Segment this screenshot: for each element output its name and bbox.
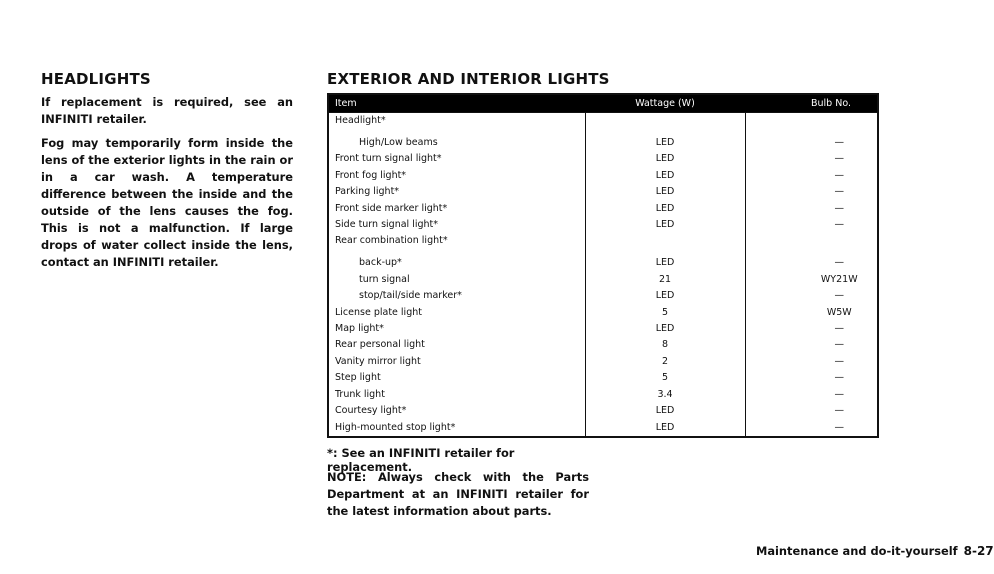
row-wattage xyxy=(585,233,745,255)
row-bulb: — xyxy=(834,405,844,417)
row-wattage: LED xyxy=(585,288,745,304)
row-wattage: LED xyxy=(585,217,745,233)
headlights-heading: HEADLIGHTS xyxy=(41,70,151,88)
row-item: License plate light xyxy=(328,305,585,321)
row-wattage: 8 xyxy=(585,337,745,353)
row-item: Step light xyxy=(328,370,585,386)
table-row xyxy=(328,305,878,321)
footer-section: Maintenance and do-it-yourself xyxy=(756,544,958,558)
row-bulb: — xyxy=(834,323,844,335)
row-wattage: 3.4 xyxy=(585,387,745,403)
row-wattage xyxy=(585,113,745,136)
header-bulb: Bulb No. xyxy=(745,94,878,113)
row-item: back-up* xyxy=(328,255,585,271)
table-header-row xyxy=(328,94,878,113)
headlights-paragraph-2: Fog may temporarily form inside the lens of the exterior lights in the rain or in a car wash. A temperature difference between the inside and the outside of the lens causes the fog. This is not a malfunction. If large drops of water collect inside the lens, contact an INFINITI retailer. xyxy=(41,136,293,269)
row-bulb: — xyxy=(834,169,844,181)
row-bulb: — xyxy=(834,388,844,400)
row-wattage: 5 xyxy=(585,305,745,321)
row-bulb: W5W xyxy=(826,306,852,318)
table-row xyxy=(328,354,878,370)
table-row xyxy=(328,151,878,167)
table-row xyxy=(328,217,878,233)
row-item: Headlight* xyxy=(328,113,585,136)
page-footer xyxy=(756,544,994,558)
row-bulb: — xyxy=(834,290,844,302)
page-number: 8-27 xyxy=(963,544,994,558)
row-bulb: — xyxy=(834,372,844,384)
header-item: Item xyxy=(328,94,585,113)
row-item: Map light* xyxy=(328,321,585,337)
table-row xyxy=(328,337,878,353)
table-row xyxy=(328,255,878,271)
row-bulb: — xyxy=(834,219,844,231)
row-bulb: — xyxy=(834,186,844,198)
row-item: stop/tail/side marker* xyxy=(328,288,585,304)
row-item: Side turn signal light* xyxy=(328,217,585,233)
table-row xyxy=(328,233,878,255)
row-bulb: — xyxy=(834,257,844,269)
row-item: Rear personal light xyxy=(328,337,585,353)
row-wattage: 21 xyxy=(585,272,745,288)
table-row xyxy=(328,288,878,304)
row-item: Front side marker light* xyxy=(328,201,585,217)
table-row xyxy=(328,113,878,136)
row-wattage: LED xyxy=(585,151,745,167)
table-row xyxy=(328,272,878,288)
exterior-interior-heading: EXTERIOR AND INTERIOR LIGHTS xyxy=(327,70,610,88)
row-bulb: — xyxy=(834,355,844,367)
lights-table xyxy=(327,93,879,438)
header-wattage: Wattage (W) xyxy=(585,94,745,113)
row-wattage: LED xyxy=(585,321,745,337)
row-bulb: — xyxy=(834,421,844,433)
row-wattage: LED xyxy=(585,403,745,419)
row-wattage: LED xyxy=(585,135,745,151)
row-item: High-mounted stop light* xyxy=(328,420,585,437)
row-bulb: WY21W xyxy=(820,273,858,285)
row-wattage: LED xyxy=(585,184,745,200)
asterisk-note: *: See an INFINITI retailer for replacement. xyxy=(327,446,515,474)
table-row xyxy=(328,321,878,337)
table-row xyxy=(328,201,878,217)
row-item: Courtesy light* xyxy=(328,403,585,419)
table-row xyxy=(328,184,878,200)
row-bulb: — xyxy=(834,153,844,165)
row-bulb: — xyxy=(834,137,844,148)
table-row xyxy=(328,403,878,419)
headlights-section xyxy=(41,70,293,278)
table-row xyxy=(328,135,878,151)
headlights-paragraph-1: If replacement is required, see an INFINITI retailer. xyxy=(41,95,293,126)
table-row xyxy=(328,420,878,437)
row-item: Front fog light* xyxy=(328,168,585,184)
row-wattage: LED xyxy=(585,168,745,184)
table-row xyxy=(328,387,878,403)
row-item: High/Low beams xyxy=(328,135,585,151)
row-wattage: LED xyxy=(585,201,745,217)
row-item: Parking light* xyxy=(328,184,585,200)
row-bulb xyxy=(745,113,878,136)
row-item: Front turn signal light* xyxy=(328,151,585,167)
row-item: Vanity mirror light xyxy=(328,354,585,370)
exterior-interior-section xyxy=(327,70,879,438)
row-wattage: 5 xyxy=(585,370,745,386)
row-wattage: LED xyxy=(585,255,745,271)
row-item: turn signal xyxy=(328,272,585,288)
row-wattage: 2 xyxy=(585,354,745,370)
row-item: Trunk light xyxy=(328,387,585,403)
table-row xyxy=(328,370,878,386)
row-item: Rear combination light* xyxy=(328,233,585,255)
row-bulb: — xyxy=(834,202,844,214)
table-row xyxy=(328,168,878,184)
row-wattage: LED xyxy=(585,420,745,437)
row-bulb xyxy=(745,233,878,255)
row-bulb: — xyxy=(834,339,844,351)
parts-note: NOTE: Always check with the Parts Department at an INFINITI retailer for the latest information about parts. xyxy=(327,470,589,518)
